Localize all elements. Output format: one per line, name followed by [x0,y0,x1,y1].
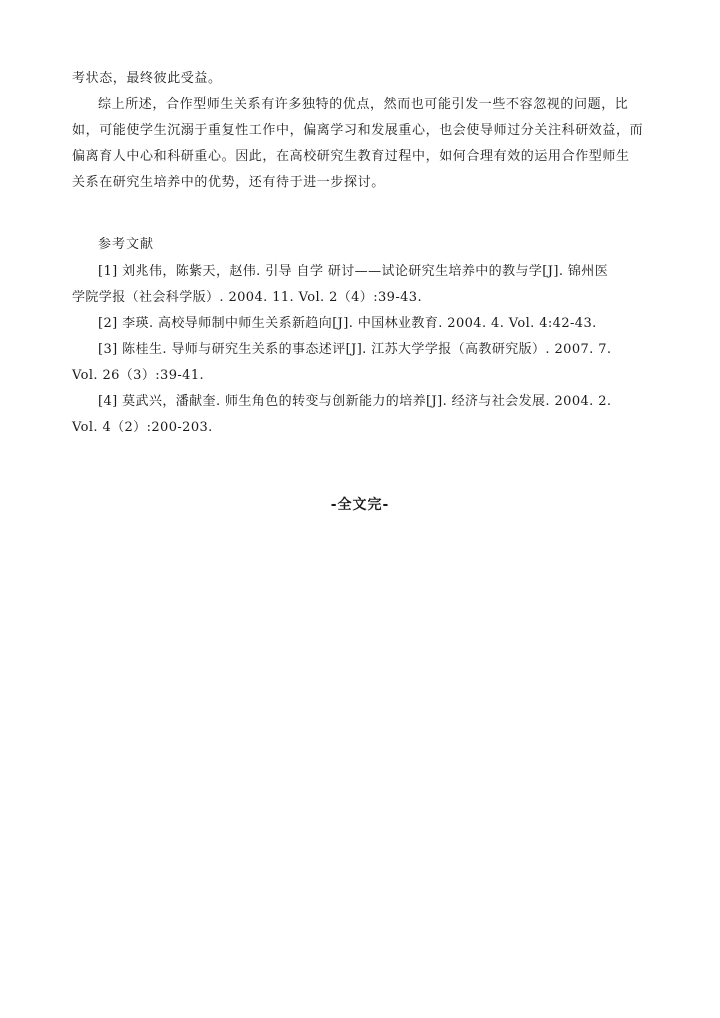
paragraph-line: 如，可能使学生沉溺于重复性工作中，偏离学习和发展重心，也会使导师过分关注科研效益，而 [72,123,644,138]
end-of-text-mark: -全文完- [330,497,390,513]
paragraph-line: 偏离育人中心和科研重心。因此，在高校研究生教育过程中，如何合理有效的运用合作型师生 [72,149,630,164]
reference-line: [1] 刘兆伟，陈紫天，赵伟. 引导 自学 研讨——试论研究生培养中的教与学[J]. 锦州医 [98,264,609,279]
reference-line: 学院学报（社会科学版）. 2004. 11. Vol. 2（4）:39-43. [72,290,422,305]
paragraph-line: 关系在研究生培养中的优势，还有待于进一步探讨。 [72,175,385,190]
reference-line: [2] 李瑛. 高校导师制中师生关系新趋向[J]. 中国林业教育. 2004. 4. Vol. 4:42-43. [98,316,597,331]
reference-line: [3] 陈桂生. 导师与研究生关系的事态述评[J]. 江苏大学学报（高教研究版）. 2007. 7. [98,342,612,357]
paragraph-line: 考状态，最终彼此受益。 [72,71,222,86]
reference-line: Vol. 4（2）:200-203. [72,420,213,435]
references-heading: 参考文献 [98,237,155,252]
paragraph-1-tail [72,66,650,92]
reference-item-4 [72,389,652,441]
reference-line: Vol. 26（3）:39-41. [72,368,205,383]
reference-item-2 [72,311,652,337]
reference-line: [4] 莫武兴，潘献奎. 师生角色的转变与创新能力的培养[J]. 经济与社会发展. 2004. 2. [98,394,612,409]
reference-item-3 [72,337,652,389]
paragraph-line: 综上所述，合作型师生关系有许多独特的优点，然而也可能引发一些不容忽视的问题，比 [98,97,629,112]
reference-item-1 [72,259,652,311]
paragraph-2 [72,92,650,196]
